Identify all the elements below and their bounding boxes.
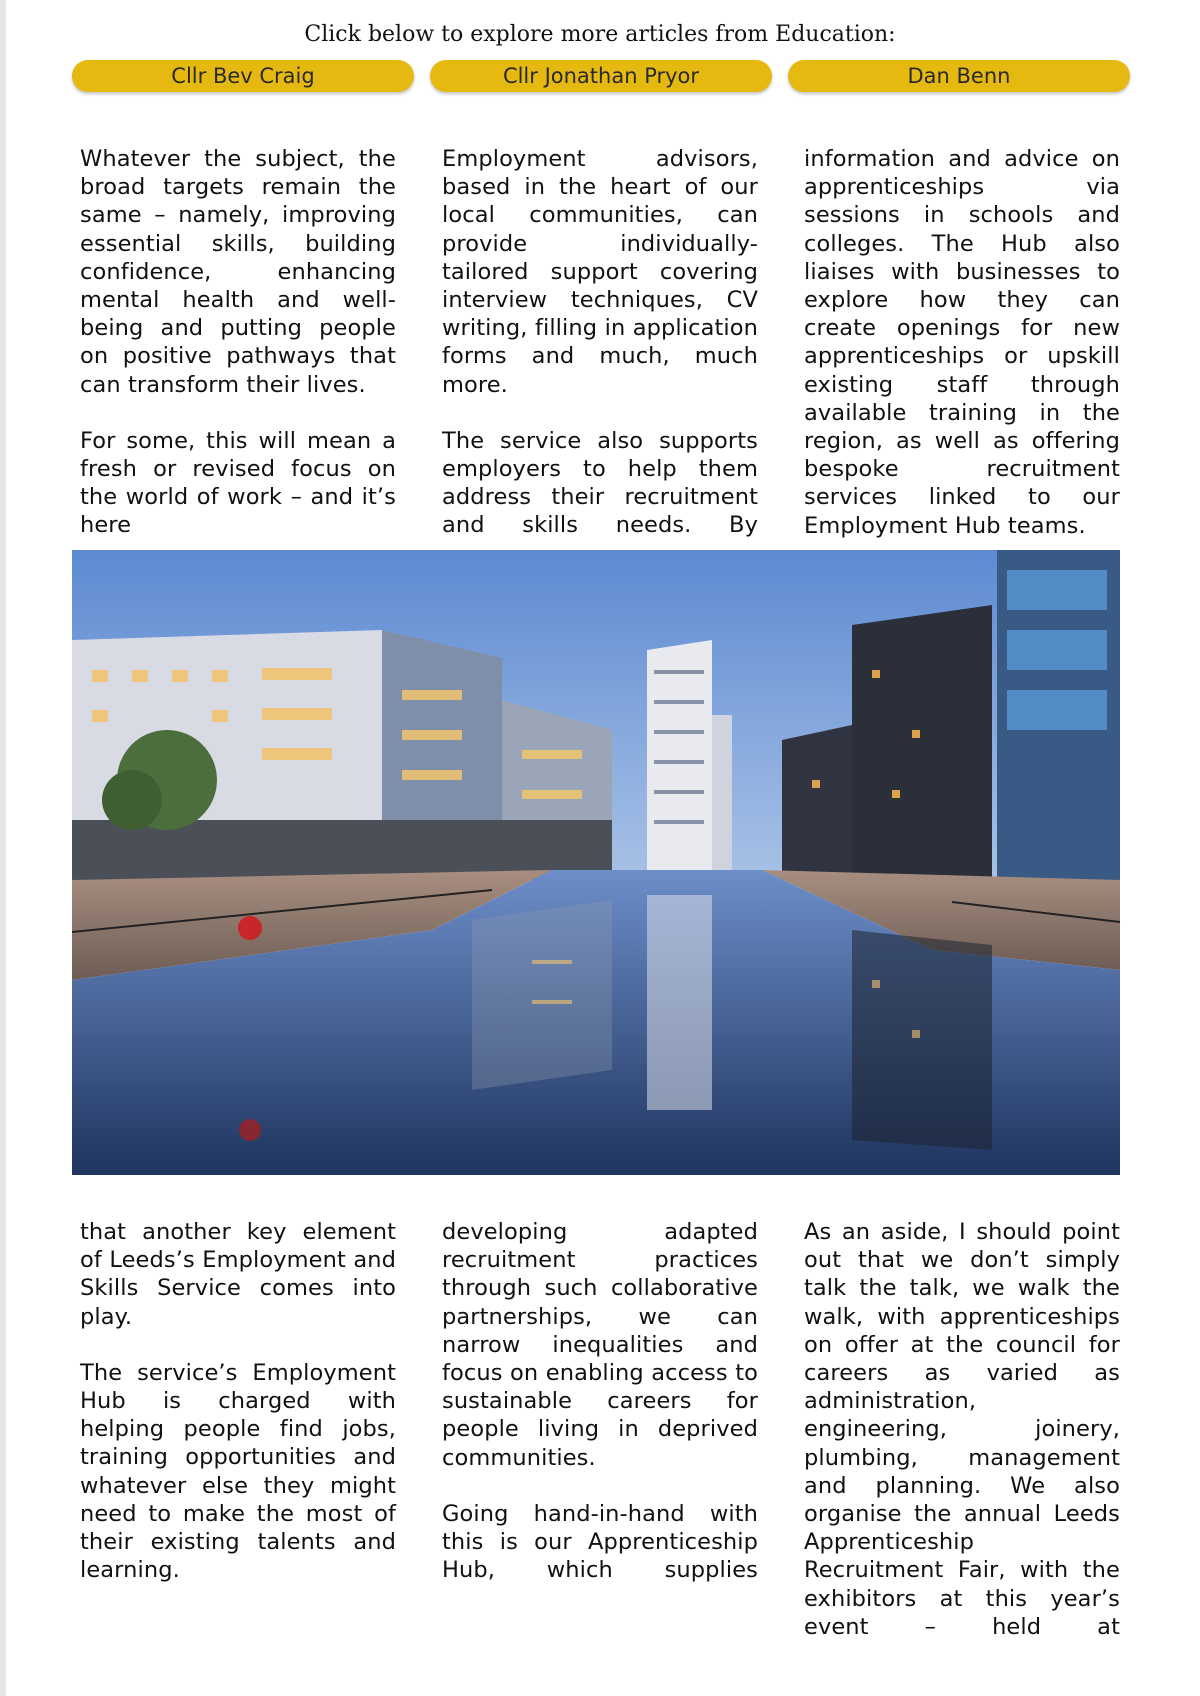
paragraph: developing adapted recruitment practices through such collaborative partnerships, we can narrow inequalities and focus on enabling access to sustainable careers for people living in deprived communities.: [442, 1219, 758, 1471]
leeds-dock-photo: [72, 550, 1120, 1175]
article-column-2-lower: [442, 1218, 758, 1658]
paragraph: The service also supports employers to help them address their recruitment and skills needs. By: [442, 427, 758, 539]
paragraph: As an aside, I should point out that we don’t simply talk the talk, we walk the walk, with apprenticeships on offer at the council for careers as varied as administration, engineering, joinery, plumbing, management and planning. We also organise the annual Leeds Apprenticeship Recruitment Fair, with the exhibitors at this year’s event – held at: [804, 1219, 1120, 1640]
paragraph: information and advice on apprenticeships via sessions in schools and colleges. The Hub also liaises with businesses to explore how they can create openings for new apprenticeships or upskill existing staff through available training in the region, as well as offering bespoke recruitment services linked to our Employment Hub teams.: [804, 146, 1120, 539]
paragraph: For some, this will mean a fresh or revised focus on the world of work – and it’s here: [80, 427, 396, 539]
article-column-3-lower: [804, 1218, 1120, 1658]
paragraph: Going hand-in-hand with this is our Apprenticeship Hub, which supplies: [442, 1500, 758, 1584]
article-button-dan-benn[interactable]: Dan Benn: [788, 60, 1130, 92]
page-left-edge: [0, 0, 6, 1696]
article-button-bev-craig[interactable]: Cllr Bev Craig: [72, 60, 414, 92]
article-column-1-upper: [80, 145, 396, 539]
paragraph: that another key element of Leeds’s Employment and Skills Service comes into play.: [80, 1219, 396, 1330]
explore-heading: Click below to explore more articles from Education:: [304, 22, 896, 47]
article-column-1-lower: [80, 1218, 396, 1658]
article-column-3-upper: [804, 145, 1120, 539]
paragraph: Employment advisors, based in the heart of our local communities, can provide individually-tailored support covering interview techniques, CV writing, filling in application forms and much, much more.: [442, 146, 758, 398]
article-column-2-upper: [442, 145, 758, 539]
article-button-jonathan-pryor[interactable]: Cllr Jonathan Pryor: [430, 60, 772, 92]
paragraph: Whatever the subject, the broad targets remain the same – namely, improving essential skills, building confidence, enhancing mental health and well-being and putting people on positive pathways that can transform their lives.: [80, 146, 396, 398]
paragraph: The service’s Employment Hub is charged with helping people find jobs, training opportunities and whatever else they might need to make the most of their existing talents and learning.: [80, 1359, 396, 1584]
